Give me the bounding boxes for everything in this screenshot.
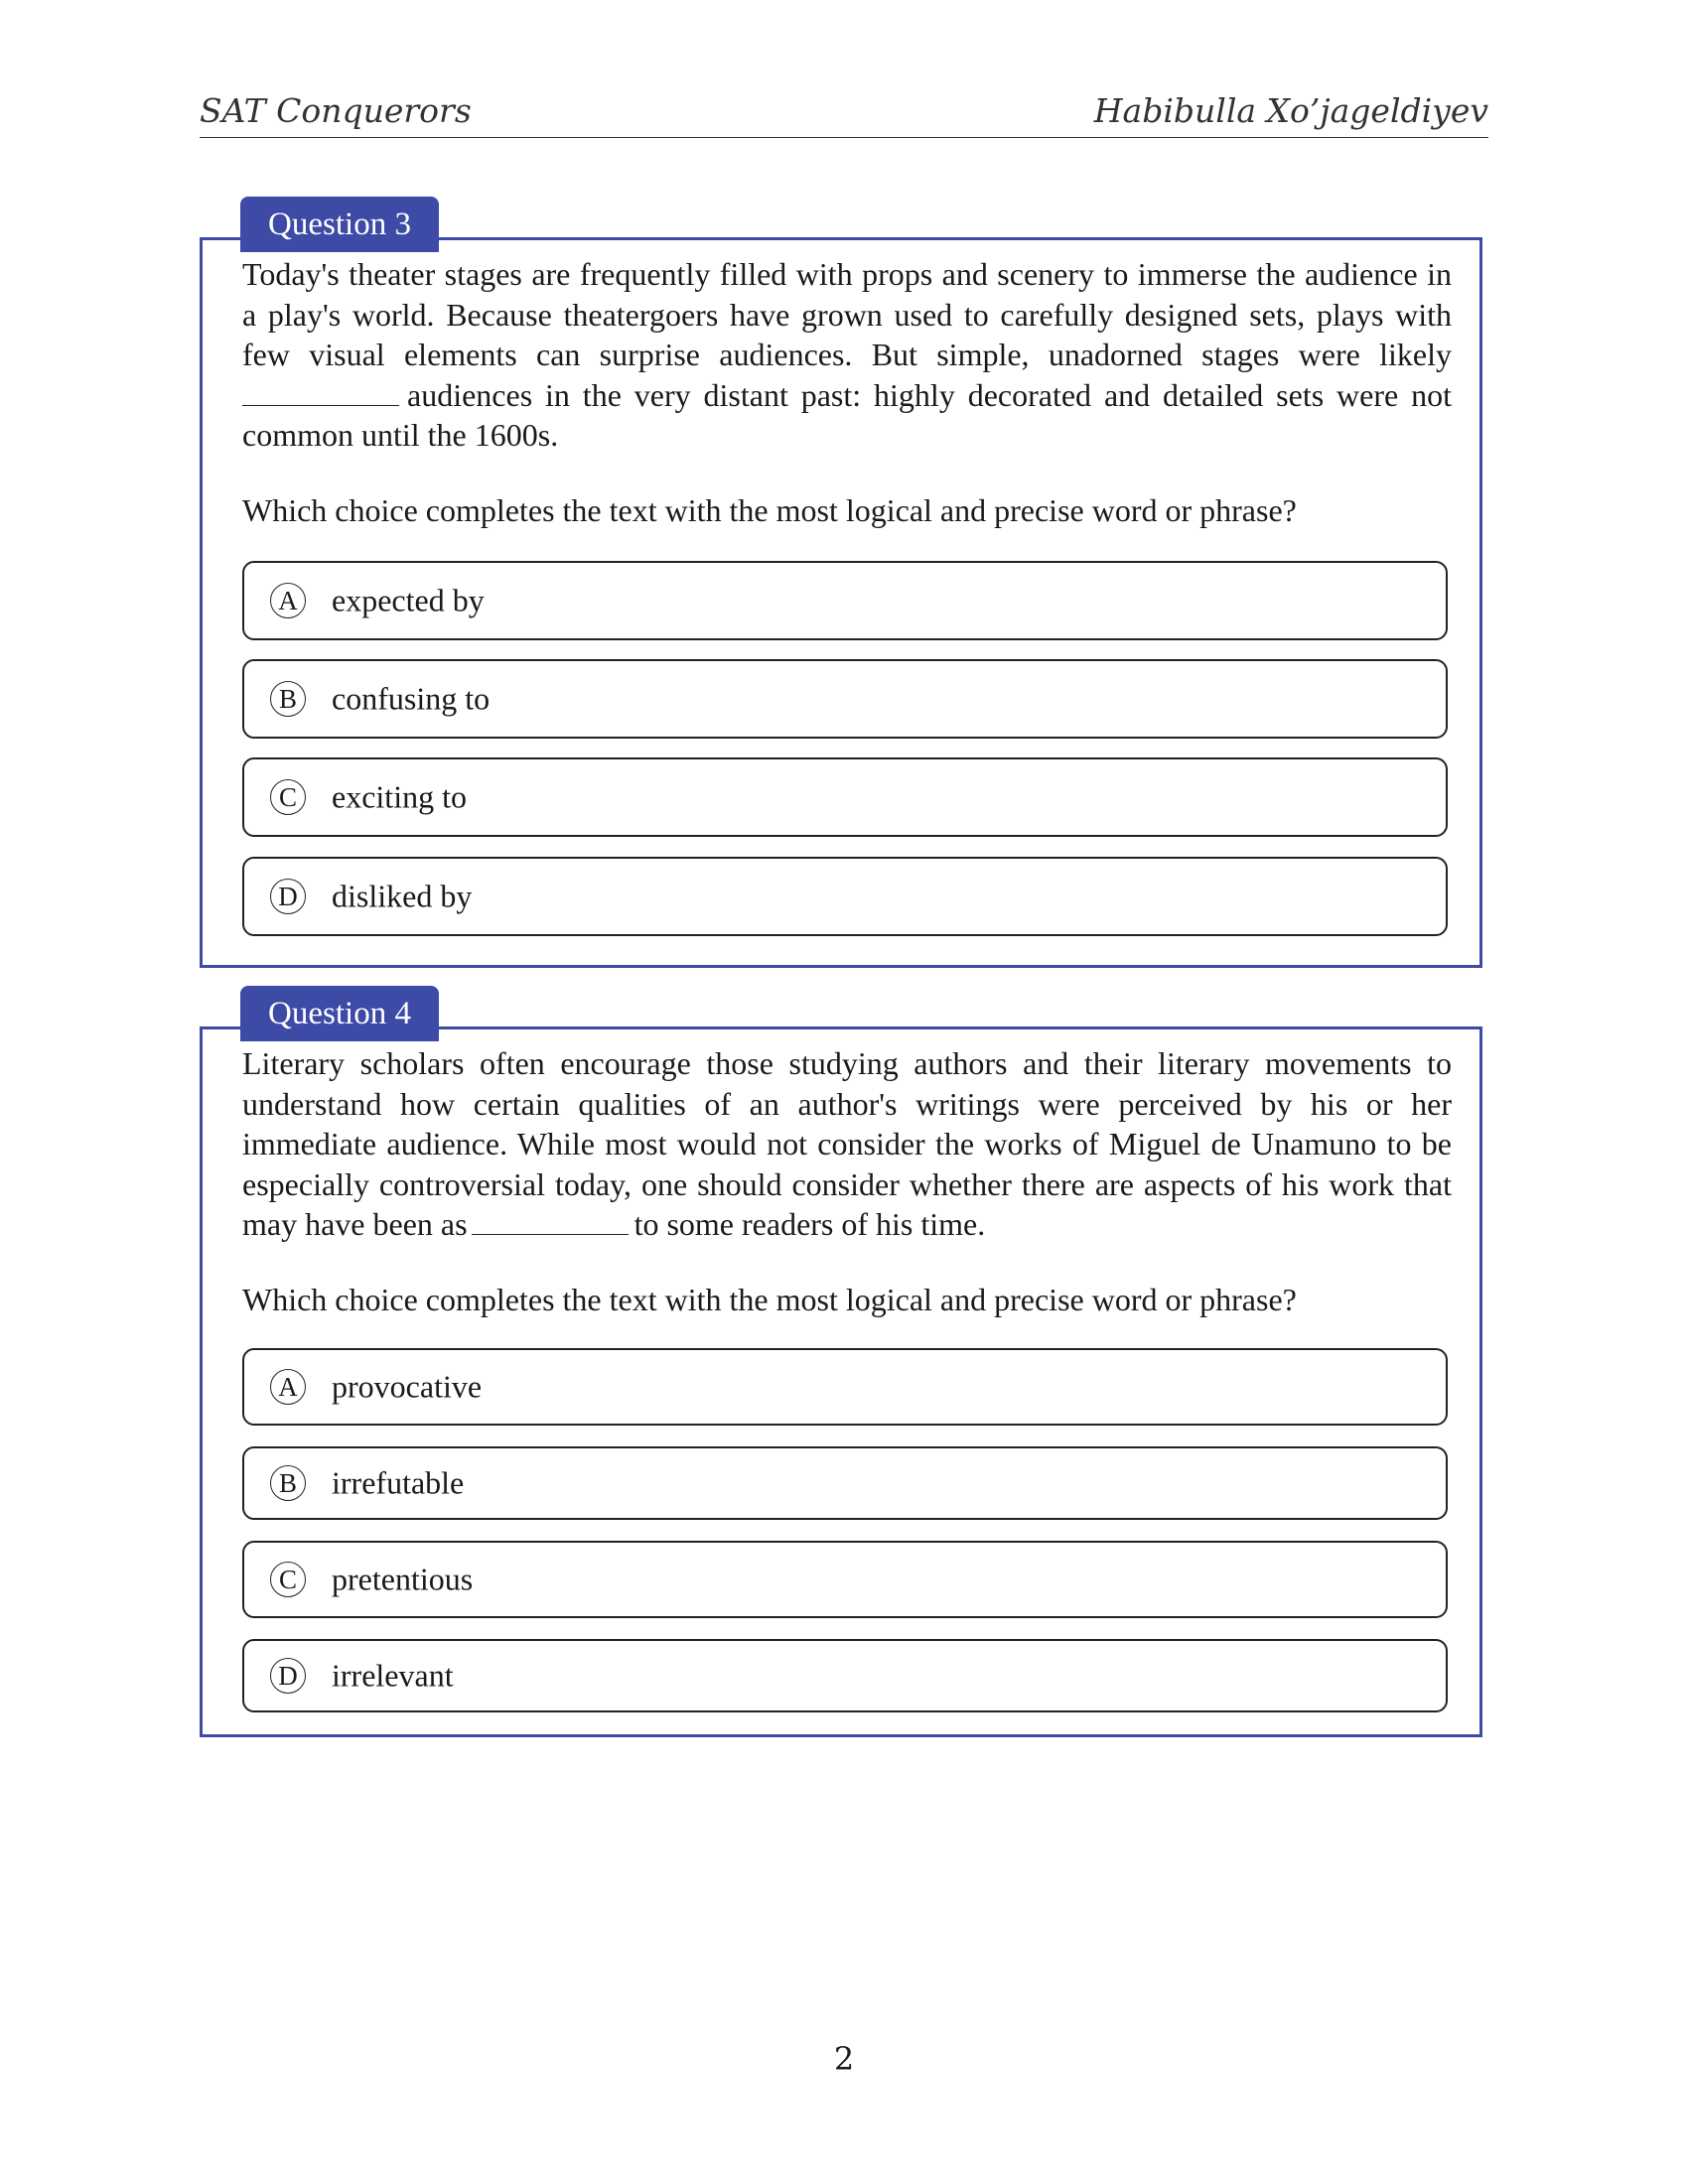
choice-a[interactable]: [242, 561, 1448, 640]
question-3-label: Question 3: [240, 197, 439, 252]
question-4-label: Question 4: [240, 986, 439, 1041]
choice-letter-icon: A: [270, 1369, 306, 1405]
passage-text: audiences in the very distant past: highly decorated and detailed sets were not common until the 1600s.: [242, 376, 1452, 453]
choice-letter-icon: D: [270, 879, 306, 914]
question-4-passage: [242, 1043, 1452, 1245]
choice-b[interactable]: [242, 1446, 1448, 1520]
passage-text: to some readers of his time.: [633, 1206, 986, 1242]
question-3-prompt: Which choice completes the text with the most logical and precise word or phrase?: [242, 492, 1297, 528]
choice-text: irrefutable: [332, 1464, 465, 1501]
page-header: [200, 91, 1488, 138]
choice-d[interactable]: [242, 857, 1448, 936]
question-4-box: [200, 995, 1482, 1737]
choice-c[interactable]: [242, 757, 1448, 837]
header-author: Habibulla Xo’jageldiyev: [1093, 91, 1488, 130]
choice-letter-icon: B: [270, 1465, 306, 1501]
passage-text: Literary scholars often encourage those studying authors and their literary movements to understand how certain qualities of an author's writings were perceived by his or her immediate audience. While most would not consider the works of Miguel de Unamuno to be especially controversial today, one should consider whether there are aspects of his work that may have been as: [242, 1045, 1452, 1242]
choice-text: pretentious: [332, 1561, 474, 1597]
header-title: SAT Conquerors: [200, 91, 472, 130]
passage-text: Today's theater stages are frequently filled with props and scenery to immerse the audience in a play's world. Because theatergoers have grown used to carefully designed sets, plays with few visual elements can surprise audiences. But simple, unadorned stages were likely: [242, 256, 1452, 372]
question-4-prompt: Which choice completes the text with the most logical and precise word or phrase?: [242, 1282, 1297, 1317]
choice-text: expected by: [332, 582, 485, 618]
choice-c[interactable]: [242, 1541, 1448, 1618]
choice-letter-icon: B: [270, 681, 306, 717]
choice-text: irrelevant: [332, 1657, 454, 1694]
choice-letter-icon: C: [270, 779, 306, 815]
question-3-box: [200, 205, 1482, 968]
choice-a[interactable]: [242, 1348, 1448, 1426]
answer-blank: [242, 377, 399, 406]
choice-text: confusing to: [332, 680, 491, 717]
choice-text: provocative: [332, 1368, 483, 1405]
answer-blank: [472, 1206, 629, 1235]
choice-letter-icon: C: [270, 1562, 306, 1597]
choice-d[interactable]: [242, 1639, 1448, 1712]
question-3-passage: [242, 254, 1452, 456]
page-number: 2: [833, 2040, 855, 2078]
choice-letter-icon: A: [270, 583, 306, 618]
choice-text: exciting to: [332, 778, 467, 815]
choice-letter-icon: D: [270, 1658, 306, 1694]
choice-text: disliked by: [332, 878, 473, 914]
choice-b[interactable]: [242, 659, 1448, 739]
